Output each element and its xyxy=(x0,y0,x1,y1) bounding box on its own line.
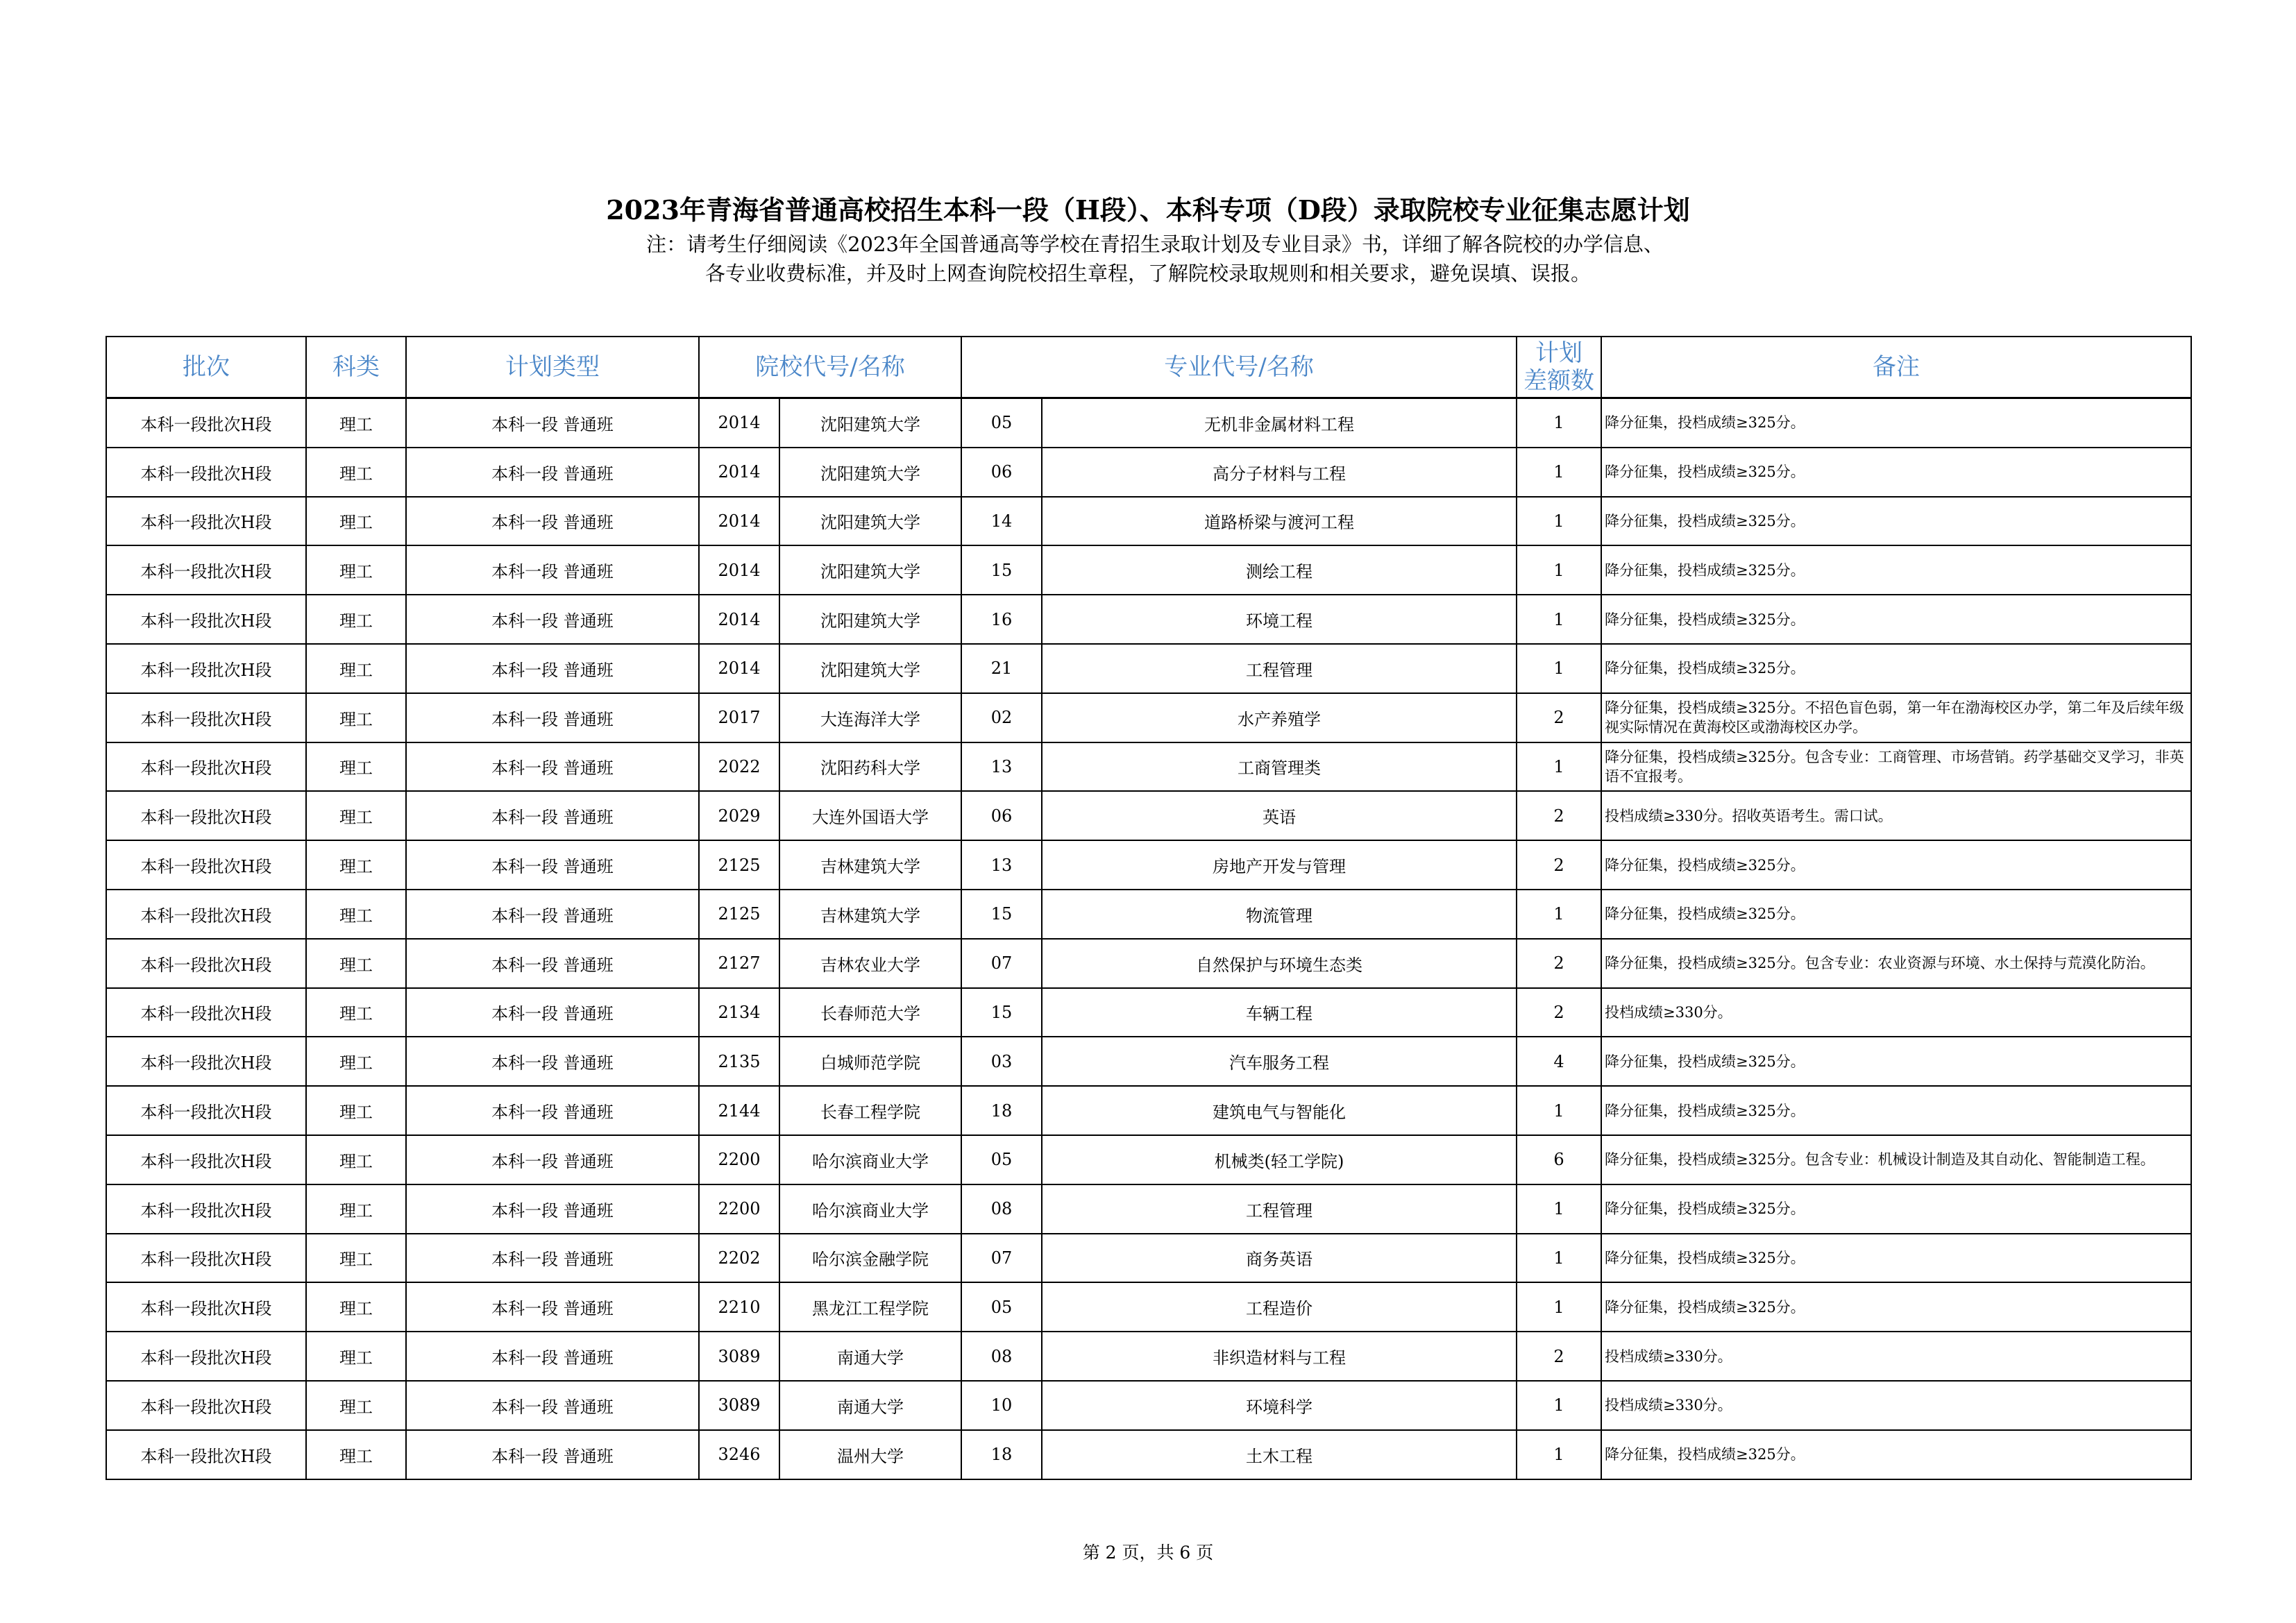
header-remark: 备注 xyxy=(1601,337,2191,398)
cell-major-code: 16 xyxy=(961,595,1042,644)
cell-major-code: 21 xyxy=(961,644,1042,693)
cell-remark: 投档成绩≥330分。 xyxy=(1601,1332,2191,1381)
cell-subject: 理工 xyxy=(306,1184,406,1234)
cell-major-name: 工程造价 xyxy=(1042,1282,1517,1332)
cell-school-code: 2014 xyxy=(699,497,779,546)
table-row xyxy=(106,939,2191,988)
cell-quota: 1 xyxy=(1517,644,1601,693)
cell-major-code: 05 xyxy=(961,1282,1042,1332)
table-row xyxy=(106,644,2191,693)
table-row xyxy=(106,1184,2191,1234)
cell-subject: 理工 xyxy=(306,988,406,1037)
cell-subject: 理工 xyxy=(306,448,406,497)
cell-major-code: 15 xyxy=(961,890,1042,939)
cell-plan-type: 本科一段 普通班 xyxy=(406,497,699,546)
cell-major-name: 工商管理类 xyxy=(1042,742,1517,792)
cell-batch: 本科一段批次H段 xyxy=(106,545,306,595)
table-row xyxy=(106,1086,2191,1135)
cell-school-name: 吉林农业大学 xyxy=(779,939,961,988)
cell-subject: 理工 xyxy=(306,791,406,840)
cell-plan-type: 本科一段 普通班 xyxy=(406,448,699,497)
cell-quota: 2 xyxy=(1517,791,1601,840)
cell-school-name: 沈阳药科大学 xyxy=(779,742,961,792)
cell-major-name: 自然保护与环境生态类 xyxy=(1042,939,1517,988)
cell-subject: 理工 xyxy=(306,595,406,644)
page-footer: 第 2 页，共 6 页 xyxy=(1082,1543,1214,1563)
table-row xyxy=(106,595,2191,644)
cell-subject: 理工 xyxy=(306,1381,406,1430)
cell-plan-type: 本科一段 普通班 xyxy=(406,398,699,448)
table-row xyxy=(106,1135,2191,1184)
cell-school-code: 2200 xyxy=(699,1135,779,1184)
cell-major-code: 05 xyxy=(961,398,1042,448)
header-subject: 科类 xyxy=(306,337,406,398)
cell-subject: 理工 xyxy=(306,840,406,890)
cell-major-name: 商务英语 xyxy=(1042,1234,1517,1283)
header-quota xyxy=(1517,337,1601,398)
cell-subject: 理工 xyxy=(306,644,406,693)
cell-major-name: 物流管理 xyxy=(1042,890,1517,939)
cell-school-code: 2134 xyxy=(699,988,779,1037)
cell-batch: 本科一段批次H段 xyxy=(106,644,306,693)
cell-remark: 降分征集，投档成绩≥325分。 xyxy=(1601,890,2191,939)
cell-major-code: 03 xyxy=(961,1037,1042,1086)
cell-subject: 理工 xyxy=(306,1430,406,1479)
cell-subject: 理工 xyxy=(306,1282,406,1332)
cell-remark: 降分征集，投档成绩≥325分。包含专业：机械设计制造及其自动化、智能制造工程。 xyxy=(1601,1135,2191,1184)
cell-school-code: 2014 xyxy=(699,398,779,448)
cell-quota: 1 xyxy=(1517,1381,1601,1430)
cell-school-name: 大连外国语大学 xyxy=(779,791,961,840)
table-row xyxy=(106,1381,2191,1430)
cell-remark: 投档成绩≥330分。招收英语考生。需口试。 xyxy=(1601,791,2191,840)
cell-batch: 本科一段批次H段 xyxy=(106,742,306,792)
cell-quota: 2 xyxy=(1517,988,1601,1037)
cell-school-code: 2014 xyxy=(699,644,779,693)
cell-batch: 本科一段批次H段 xyxy=(106,497,306,546)
cell-plan-type: 本科一段 普通班 xyxy=(406,840,699,890)
cell-school-code: 3089 xyxy=(699,1381,779,1430)
cell-major-code: 14 xyxy=(961,497,1042,546)
cell-remark: 降分征集，投档成绩≥325分。 xyxy=(1601,1234,2191,1283)
cell-quota: 1 xyxy=(1517,1282,1601,1332)
header-quota-line1: 计划 xyxy=(1535,339,1582,367)
cell-quota: 1 xyxy=(1517,890,1601,939)
note-line-2: 各专业收费标准，并及时上网查询院校招生章程，了解院校录取规则和相关要求，避免误填、误报。 xyxy=(704,262,1591,285)
cell-quota: 1 xyxy=(1517,1430,1601,1479)
cell-major-name: 汽车服务工程 xyxy=(1042,1037,1517,1086)
cell-major-name: 高分子材料与工程 xyxy=(1042,448,1517,497)
table-row xyxy=(106,840,2191,890)
cell-school-name: 吉林建筑大学 xyxy=(779,890,961,939)
cell-quota: 1 xyxy=(1517,448,1601,497)
cell-major-name: 无机非金属材料工程 xyxy=(1042,398,1517,448)
cell-plan-type: 本科一段 普通班 xyxy=(406,693,699,742)
table-row xyxy=(106,545,2191,595)
cell-remark: 降分征集，投档成绩≥325分。不招色盲色弱，第一年在渤海校区办学，第二年及后续年级视实际情况在黄海校区或渤海校区办学。 xyxy=(1601,693,2191,742)
cell-plan-type: 本科一段 普通班 xyxy=(406,1282,699,1332)
cell-major-name: 环境科学 xyxy=(1042,1381,1517,1430)
cell-remark: 投档成绩≥330分。 xyxy=(1601,1381,2191,1430)
cell-batch: 本科一段批次H段 xyxy=(106,1282,306,1332)
cell-remark: 降分征集，投档成绩≥325分。包含专业：农业资源与环境、水土保持与荒漠化防治。 xyxy=(1601,939,2191,988)
cell-major-name: 工程管理 xyxy=(1042,1184,1517,1234)
cell-major-code: 06 xyxy=(961,791,1042,840)
cell-remark: 降分征集，投档成绩≥325分。包含专业：工商管理、市场营销。药学基础交叉学习，非英语不宜报考。 xyxy=(1601,742,2191,792)
cell-batch: 本科一段批次H段 xyxy=(106,890,306,939)
cell-major-name: 非织造材料与工程 xyxy=(1042,1332,1517,1381)
cell-batch: 本科一段批次H段 xyxy=(106,840,306,890)
cell-major-code: 07 xyxy=(961,939,1042,988)
cell-remark: 降分征集，投档成绩≥325分。 xyxy=(1601,1086,2191,1135)
cell-batch: 本科一段批次H段 xyxy=(106,1381,306,1430)
cell-major-code: 05 xyxy=(961,1135,1042,1184)
header-row xyxy=(106,337,2191,398)
cell-school-name: 温州大学 xyxy=(779,1430,961,1479)
cell-batch: 本科一段批次H段 xyxy=(106,595,306,644)
cell-major-code: 13 xyxy=(961,840,1042,890)
cell-major-code: 02 xyxy=(961,693,1042,742)
cell-quota: 4 xyxy=(1517,1037,1601,1086)
cell-quota: 1 xyxy=(1517,398,1601,448)
table-row xyxy=(106,742,2191,792)
cell-quota: 2 xyxy=(1517,1332,1601,1381)
cell-school-code: 3089 xyxy=(699,1332,779,1381)
cell-school-name: 沈阳建筑大学 xyxy=(779,448,961,497)
note-line-1: 注：请考生仔细阅读《2023年全国普通高等学校在青招生录取计划及专业目录》书，详细了解各院校的办学信息、 xyxy=(646,232,1664,256)
cell-school-code: 3246 xyxy=(699,1430,779,1479)
cell-school-code: 2014 xyxy=(699,595,779,644)
cell-subject: 理工 xyxy=(306,1332,406,1381)
cell-school-code: 2029 xyxy=(699,791,779,840)
cell-plan-type: 本科一段 普通班 xyxy=(406,1135,699,1184)
header-school: 院校代号/名称 xyxy=(699,337,961,398)
cell-school-name: 沈阳建筑大学 xyxy=(779,497,961,546)
cell-batch: 本科一段批次H段 xyxy=(106,791,306,840)
cell-school-code: 2014 xyxy=(699,545,779,595)
cell-major-code: 13 xyxy=(961,742,1042,792)
cell-school-name: 沈阳建筑大学 xyxy=(779,398,961,448)
cell-school-name: 沈阳建筑大学 xyxy=(779,545,961,595)
cell-school-name: 沈阳建筑大学 xyxy=(779,595,961,644)
enrollment-plan-table xyxy=(105,336,2192,1480)
cell-major-name: 机械类(轻工学院) xyxy=(1042,1135,1517,1184)
cell-school-code: 2127 xyxy=(699,939,779,988)
cell-school-code: 2022 xyxy=(699,742,779,792)
cell-school-name: 长春师范大学 xyxy=(779,988,961,1037)
cell-batch: 本科一段批次H段 xyxy=(106,1332,306,1381)
header-plan-type: 计划类型 xyxy=(406,337,699,398)
table-row xyxy=(106,1234,2191,1283)
cell-plan-type: 本科一段 普通班 xyxy=(406,1332,699,1381)
cell-batch: 本科一段批次H段 xyxy=(106,1037,306,1086)
cell-school-name: 黑龙江工程学院 xyxy=(779,1282,961,1332)
cell-major-code: 15 xyxy=(961,988,1042,1037)
cell-plan-type: 本科一段 普通班 xyxy=(406,1234,699,1283)
cell-subject: 理工 xyxy=(306,742,406,792)
table-row xyxy=(106,890,2191,939)
cell-remark: 降分征集，投档成绩≥325分。 xyxy=(1601,497,2191,546)
cell-school-code: 2202 xyxy=(699,1234,779,1283)
cell-school-name: 南通大学 xyxy=(779,1332,961,1381)
cell-major-code: 15 xyxy=(961,545,1042,595)
cell-quota: 1 xyxy=(1517,595,1601,644)
cell-major-name: 土木工程 xyxy=(1042,1430,1517,1479)
cell-plan-type: 本科一段 普通班 xyxy=(406,1037,699,1086)
cell-remark: 降分征集，投档成绩≥325分。 xyxy=(1601,1184,2191,1234)
cell-plan-type: 本科一段 普通班 xyxy=(406,1086,699,1135)
cell-school-name: 哈尔滨金融学院 xyxy=(779,1234,961,1283)
cell-quota: 2 xyxy=(1517,939,1601,988)
cell-major-name: 房地产开发与管理 xyxy=(1042,840,1517,890)
cell-school-code: 2014 xyxy=(699,448,779,497)
cell-plan-type: 本科一段 普通班 xyxy=(406,791,699,840)
cell-plan-type: 本科一段 普通班 xyxy=(406,742,699,792)
header-batch: 批次 xyxy=(106,337,306,398)
cell-batch: 本科一段批次H段 xyxy=(106,1430,306,1479)
cell-remark: 降分征集，投档成绩≥325分。 xyxy=(1601,448,2191,497)
cell-school-code: 2017 xyxy=(699,693,779,742)
cell-subject: 理工 xyxy=(306,890,406,939)
cell-school-code: 2125 xyxy=(699,840,779,890)
header-major: 专业代号/名称 xyxy=(961,337,1517,398)
cell-school-name: 南通大学 xyxy=(779,1381,961,1430)
cell-plan-type: 本科一段 普通班 xyxy=(406,890,699,939)
cell-subject: 理工 xyxy=(306,545,406,595)
cell-remark: 降分征集，投档成绩≥325分。 xyxy=(1601,1430,2191,1479)
cell-quota: 2 xyxy=(1517,693,1601,742)
table-row xyxy=(106,398,2191,448)
cell-school-name: 哈尔滨商业大学 xyxy=(779,1135,961,1184)
cell-major-code: 10 xyxy=(961,1381,1042,1430)
cell-plan-type: 本科一段 普通班 xyxy=(406,644,699,693)
table-row xyxy=(106,1430,2191,1479)
cell-quota: 2 xyxy=(1517,840,1601,890)
page-title: 2023年青海省普通高校招生本科一段（H段）、本科专项（D段）录取院校专业征集志愿计划 xyxy=(606,194,1690,226)
cell-batch: 本科一段批次H段 xyxy=(106,1234,306,1283)
cell-subject: 理工 xyxy=(306,497,406,546)
cell-remark: 降分征集，投档成绩≥325分。 xyxy=(1601,1282,2191,1332)
cell-quota: 1 xyxy=(1517,545,1601,595)
cell-major-code: 08 xyxy=(961,1332,1042,1381)
cell-batch: 本科一段批次H段 xyxy=(106,1135,306,1184)
cell-school-name: 哈尔滨商业大学 xyxy=(779,1184,961,1234)
cell-major-code: 18 xyxy=(961,1430,1042,1479)
cell-school-code: 2210 xyxy=(699,1282,779,1332)
cell-plan-type: 本科一段 普通班 xyxy=(406,1430,699,1479)
table-row xyxy=(106,1332,2191,1381)
cell-school-code: 2200 xyxy=(699,1184,779,1234)
cell-school-name: 大连海洋大学 xyxy=(779,693,961,742)
cell-remark: 降分征集，投档成绩≥325分。 xyxy=(1601,595,2191,644)
cell-plan-type: 本科一段 普通班 xyxy=(406,595,699,644)
cell-remark: 降分征集，投档成绩≥325分。 xyxy=(1601,545,2191,595)
table-row xyxy=(106,1282,2191,1332)
cell-quota: 1 xyxy=(1517,742,1601,792)
cell-major-code: 08 xyxy=(961,1184,1042,1234)
cell-quota: 1 xyxy=(1517,1086,1601,1135)
table-row xyxy=(106,1037,2191,1086)
cell-school-name: 吉林建筑大学 xyxy=(779,840,961,890)
cell-school-code: 2135 xyxy=(699,1037,779,1086)
cell-remark: 投档成绩≥330分。 xyxy=(1601,988,2191,1037)
cell-subject: 理工 xyxy=(306,1086,406,1135)
cell-school-name: 白城师范学院 xyxy=(779,1037,961,1086)
table-row xyxy=(106,693,2191,742)
table-row xyxy=(106,448,2191,497)
cell-school-code: 2125 xyxy=(699,890,779,939)
cell-subject: 理工 xyxy=(306,1135,406,1184)
cell-school-name: 沈阳建筑大学 xyxy=(779,644,961,693)
cell-subject: 理工 xyxy=(306,1037,406,1086)
cell-batch: 本科一段批次H段 xyxy=(106,988,306,1037)
cell-batch: 本科一段批次H段 xyxy=(106,398,306,448)
table-row xyxy=(106,791,2191,840)
cell-batch: 本科一段批次H段 xyxy=(106,1184,306,1234)
cell-batch: 本科一段批次H段 xyxy=(106,1086,306,1135)
cell-major-code: 07 xyxy=(961,1234,1042,1283)
cell-subject: 理工 xyxy=(306,939,406,988)
cell-major-name: 工程管理 xyxy=(1042,644,1517,693)
table-row xyxy=(106,988,2191,1037)
header-quota-line2: 差额数 xyxy=(1523,367,1594,395)
table-body xyxy=(106,398,2191,1479)
cell-major-name: 建筑电气与智能化 xyxy=(1042,1086,1517,1135)
cell-remark: 降分征集，投档成绩≥325分。 xyxy=(1601,1037,2191,1086)
cell-major-code: 06 xyxy=(961,448,1042,497)
cell-subject: 理工 xyxy=(306,693,406,742)
cell-batch: 本科一段批次H段 xyxy=(106,693,306,742)
table-row xyxy=(106,497,2191,546)
cell-plan-type: 本科一段 普通班 xyxy=(406,545,699,595)
cell-remark: 降分征集，投档成绩≥325分。 xyxy=(1601,840,2191,890)
cell-subject: 理工 xyxy=(306,398,406,448)
cell-major-name: 英语 xyxy=(1042,791,1517,840)
cell-major-name: 车辆工程 xyxy=(1042,988,1517,1037)
cell-plan-type: 本科一段 普通班 xyxy=(406,988,699,1037)
cell-major-code: 18 xyxy=(961,1086,1042,1135)
cell-subject: 理工 xyxy=(306,1234,406,1283)
cell-quota: 1 xyxy=(1517,497,1601,546)
cell-major-name: 水产养殖学 xyxy=(1042,693,1517,742)
cell-batch: 本科一段批次H段 xyxy=(106,939,306,988)
cell-plan-type: 本科一段 普通班 xyxy=(406,1184,699,1234)
cell-batch: 本科一段批次H段 xyxy=(106,448,306,497)
cell-school-name: 长春工程学院 xyxy=(779,1086,961,1135)
cell-quota: 6 xyxy=(1517,1135,1601,1184)
cell-quota: 1 xyxy=(1517,1184,1601,1234)
cell-remark: 降分征集，投档成绩≥325分。 xyxy=(1601,644,2191,693)
cell-plan-type: 本科一段 普通班 xyxy=(406,939,699,988)
cell-quota: 1 xyxy=(1517,1234,1601,1283)
cell-plan-type: 本科一段 普通班 xyxy=(406,1381,699,1430)
cell-major-name: 测绘工程 xyxy=(1042,545,1517,595)
cell-major-name: 道路桥梁与渡河工程 xyxy=(1042,497,1517,546)
cell-major-name: 环境工程 xyxy=(1042,595,1517,644)
cell-school-code: 2144 xyxy=(699,1086,779,1135)
cell-remark: 降分征集，投档成绩≥325分。 xyxy=(1601,398,2191,448)
